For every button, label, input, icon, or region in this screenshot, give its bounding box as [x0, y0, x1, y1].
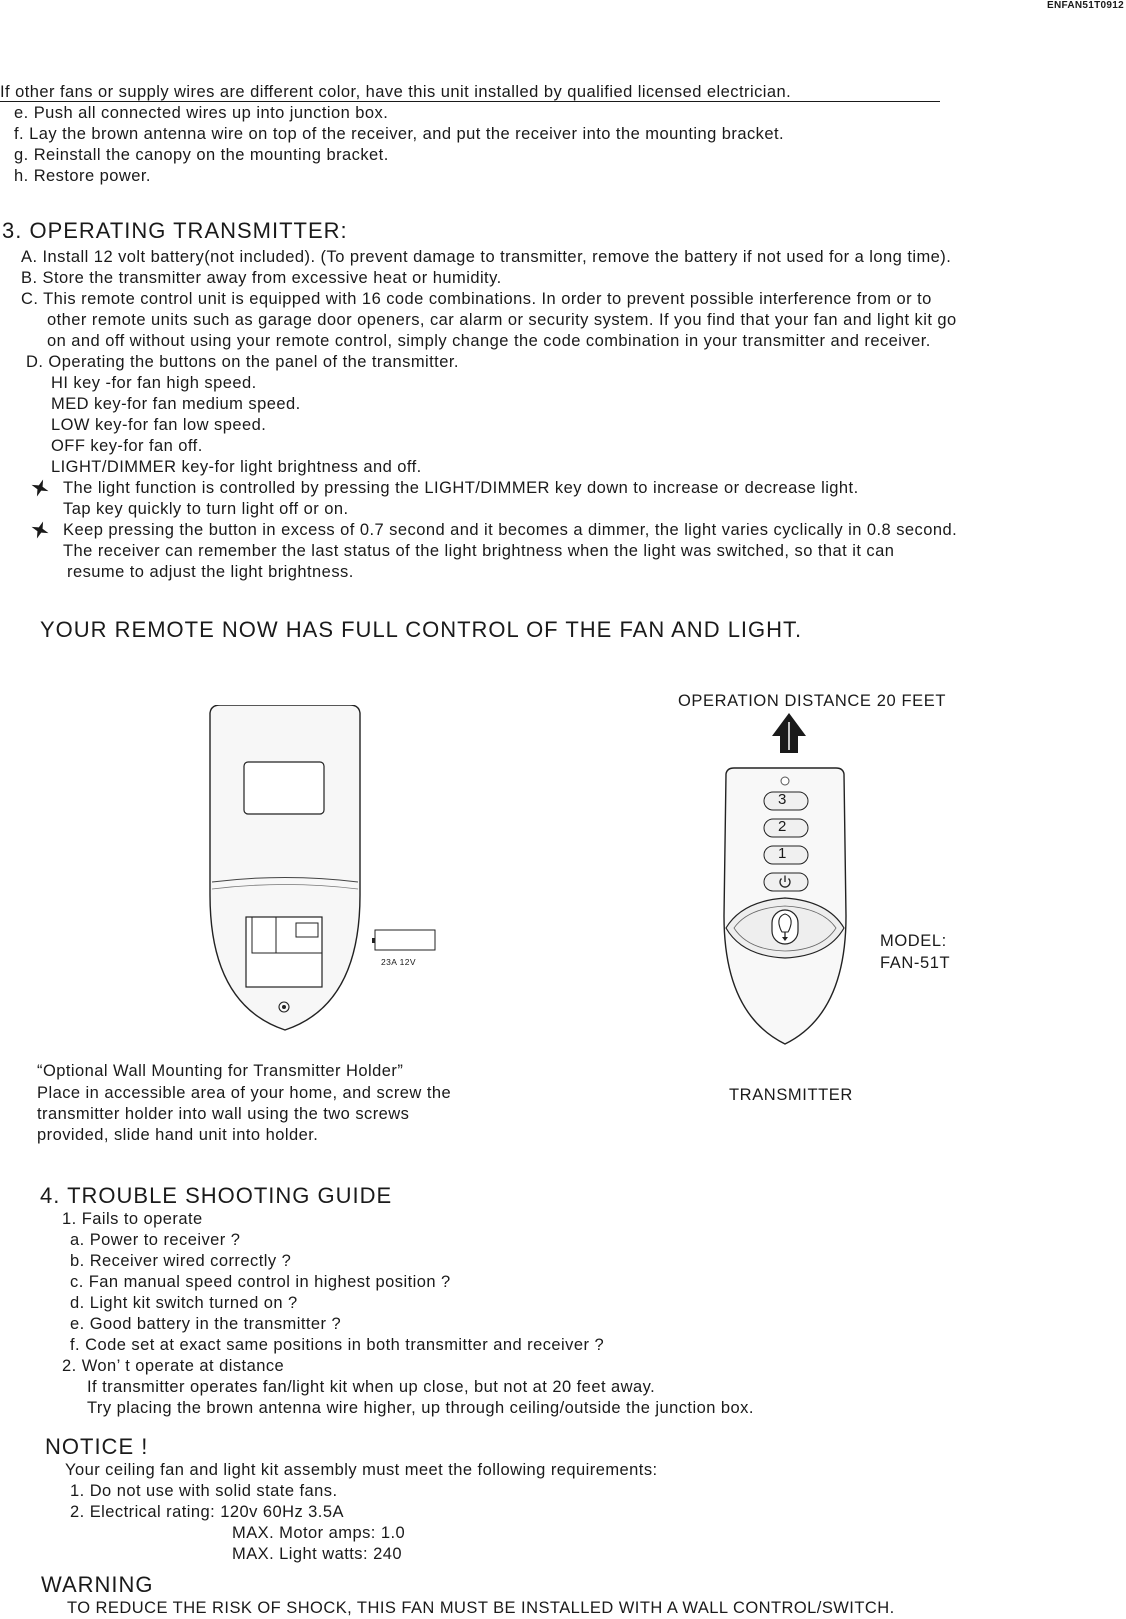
- model-value: FAN-51T: [880, 954, 951, 972]
- signal-arrow-icon: [771, 712, 807, 754]
- warning-heading: WARNING: [41, 1572, 154, 1597]
- battery-label: 23A 12V: [381, 957, 416, 967]
- notice-intro: Your ceiling fan and light kit assembly must meet the following requirements:: [65, 1461, 658, 1479]
- transmitter-remote-drawing: [712, 766, 858, 1048]
- operating-c-line3: on and off without using your remote control, simply change the code combination in your transmitter and receiver.: [47, 332, 931, 350]
- operating-b: B. Store the transmitter away from excessive heat or humidity.: [21, 269, 502, 287]
- wall-mount-line3: provided, slide hand unit into holder.: [37, 1126, 319, 1144]
- key-med: MED key-for fan medium speed.: [51, 395, 301, 413]
- light-function-line2: Tap key quickly to turn light off or on.: [63, 500, 349, 518]
- dimmer-line3: resume to adjust the light brightness.: [67, 563, 354, 581]
- document-code: ENFAN51T0912: [1047, 0, 1124, 11]
- trouble-heading: 4. TROUBLE SHOOTING GUIDE: [40, 1183, 393, 1208]
- licensed-electrician-note: If other fans or supply wires are different color, have this unit installed by qualified licensed electrician.: [0, 83, 792, 101]
- operation-distance-label: OPERATION DISTANCE 20 FEET: [678, 692, 947, 710]
- wall-mount-title-text: Optional Wall Mounting for Transmitter Holder: [42, 1062, 398, 1080]
- operating-c-line1: C. This remote control unit is equipped with 16 code combinations. In order to prevent possible interference from or to: [21, 290, 932, 308]
- dimmer-line2: The receiver can remember the last status of the light brightness when the light was switched, so that it can: [63, 542, 895, 560]
- wall-mount-line2: transmitter holder into wall using the two screws: [37, 1105, 410, 1123]
- star-bullet-icon: [30, 520, 50, 540]
- key-hi: HI key -for fan high speed.: [51, 374, 257, 392]
- dimmer-line1: Keep pressing the button in excess of 0.7 second and it becomes a dimmer, the light varies cyclically in 0.8 second.: [63, 521, 958, 539]
- button-2: 2: [778, 818, 787, 835]
- notice-req2: 2. Electrical rating: 120v 60Hz 3.5A: [70, 1503, 344, 1521]
- step-g: g. Reinstall the canopy on the mounting bracket.: [14, 146, 389, 164]
- transmitter-label: TRANSMITTER: [729, 1086, 853, 1104]
- notice-motor-amps: MAX. Motor amps: 1.0: [232, 1524, 406, 1542]
- underline-rule: [0, 101, 940, 102]
- trouble-check-c: c. Fan manual speed control in highest position ?: [70, 1273, 451, 1291]
- wall-mount-title: “Optional Wall Mounting for Transmitter Holder”: [37, 1062, 404, 1080]
- step-e: e. Push all connected wires up into junction box.: [14, 104, 389, 122]
- step-h: h. Restore power.: [14, 167, 151, 185]
- key-off: OFF key-for fan off.: [51, 437, 203, 455]
- star-bullet-icon: [30, 478, 50, 498]
- operating-c-line2: other remote units such as garage door openers, car alarm or security system. If you find that your fan and light kit go: [47, 311, 957, 329]
- transmitter-holder-drawing: [200, 705, 440, 1035]
- operating-d: D. Operating the buttons on the panel of the transmitter.: [26, 353, 459, 371]
- trouble-item2: 2. Won’ t operate at distance: [62, 1357, 285, 1375]
- model-label: MODEL:: [880, 932, 947, 950]
- warning-text: TO REDUCE THE RISK OF SHOCK, THIS FAN MUST BE INSTALLED WITH A WALL CONTROL/SWITCH.: [67, 1599, 895, 1617]
- button-3: 3: [778, 791, 787, 808]
- trouble-item2-line1: If transmitter operates fan/light kit when up close, but not at 20 feet away.: [87, 1378, 656, 1396]
- trouble-check-e: e. Good battery in the transmitter ?: [70, 1315, 342, 1333]
- notice-light-watts: MAX. Light watts: 240: [232, 1545, 402, 1563]
- light-function-line1: The light function is controlled by pressing the LIGHT/DIMMER key down to increase or decrease light.: [63, 479, 859, 497]
- wall-mount-line1: Place in accessible area of your home, and screw the: [37, 1084, 452, 1102]
- step-f: f. Lay the brown antenna wire on top of the receiver, and put the receiver into the mounting bracket.: [14, 125, 785, 143]
- trouble-check-d: d. Light kit switch turned on ?: [70, 1294, 298, 1312]
- operating-a: A. Install 12 volt battery(not included). (To prevent damage to transmitter, remove the battery if not used for a long time).: [21, 248, 952, 266]
- full-control-statement: YOUR REMOTE NOW HAS FULL CONTROL OF THE FAN AND LIGHT.: [40, 617, 803, 642]
- key-light-dimmer: LIGHT/DIMMER key-for light brightness and off.: [51, 458, 422, 476]
- trouble-check-b: b. Receiver wired correctly ?: [70, 1252, 292, 1270]
- notice-heading: NOTICE !: [45, 1434, 149, 1459]
- trouble-item2-line2: Try placing the brown antenna wire higher, up through ceiling/outside the junction box.: [87, 1399, 754, 1417]
- key-low: LOW key-for fan low speed.: [51, 416, 267, 434]
- trouble-check-f: f. Code set at exact same positions in both transmitter and receiver ?: [70, 1336, 605, 1354]
- trouble-item1: 1. Fails to operate: [62, 1210, 203, 1228]
- operating-heading: 3. OPERATING TRANSMITTER:: [2, 218, 348, 243]
- button-1: 1: [778, 845, 787, 862]
- trouble-check-a: a. Power to receiver ?: [70, 1231, 241, 1249]
- notice-req1: 1. Do not use with solid state fans.: [70, 1482, 338, 1500]
